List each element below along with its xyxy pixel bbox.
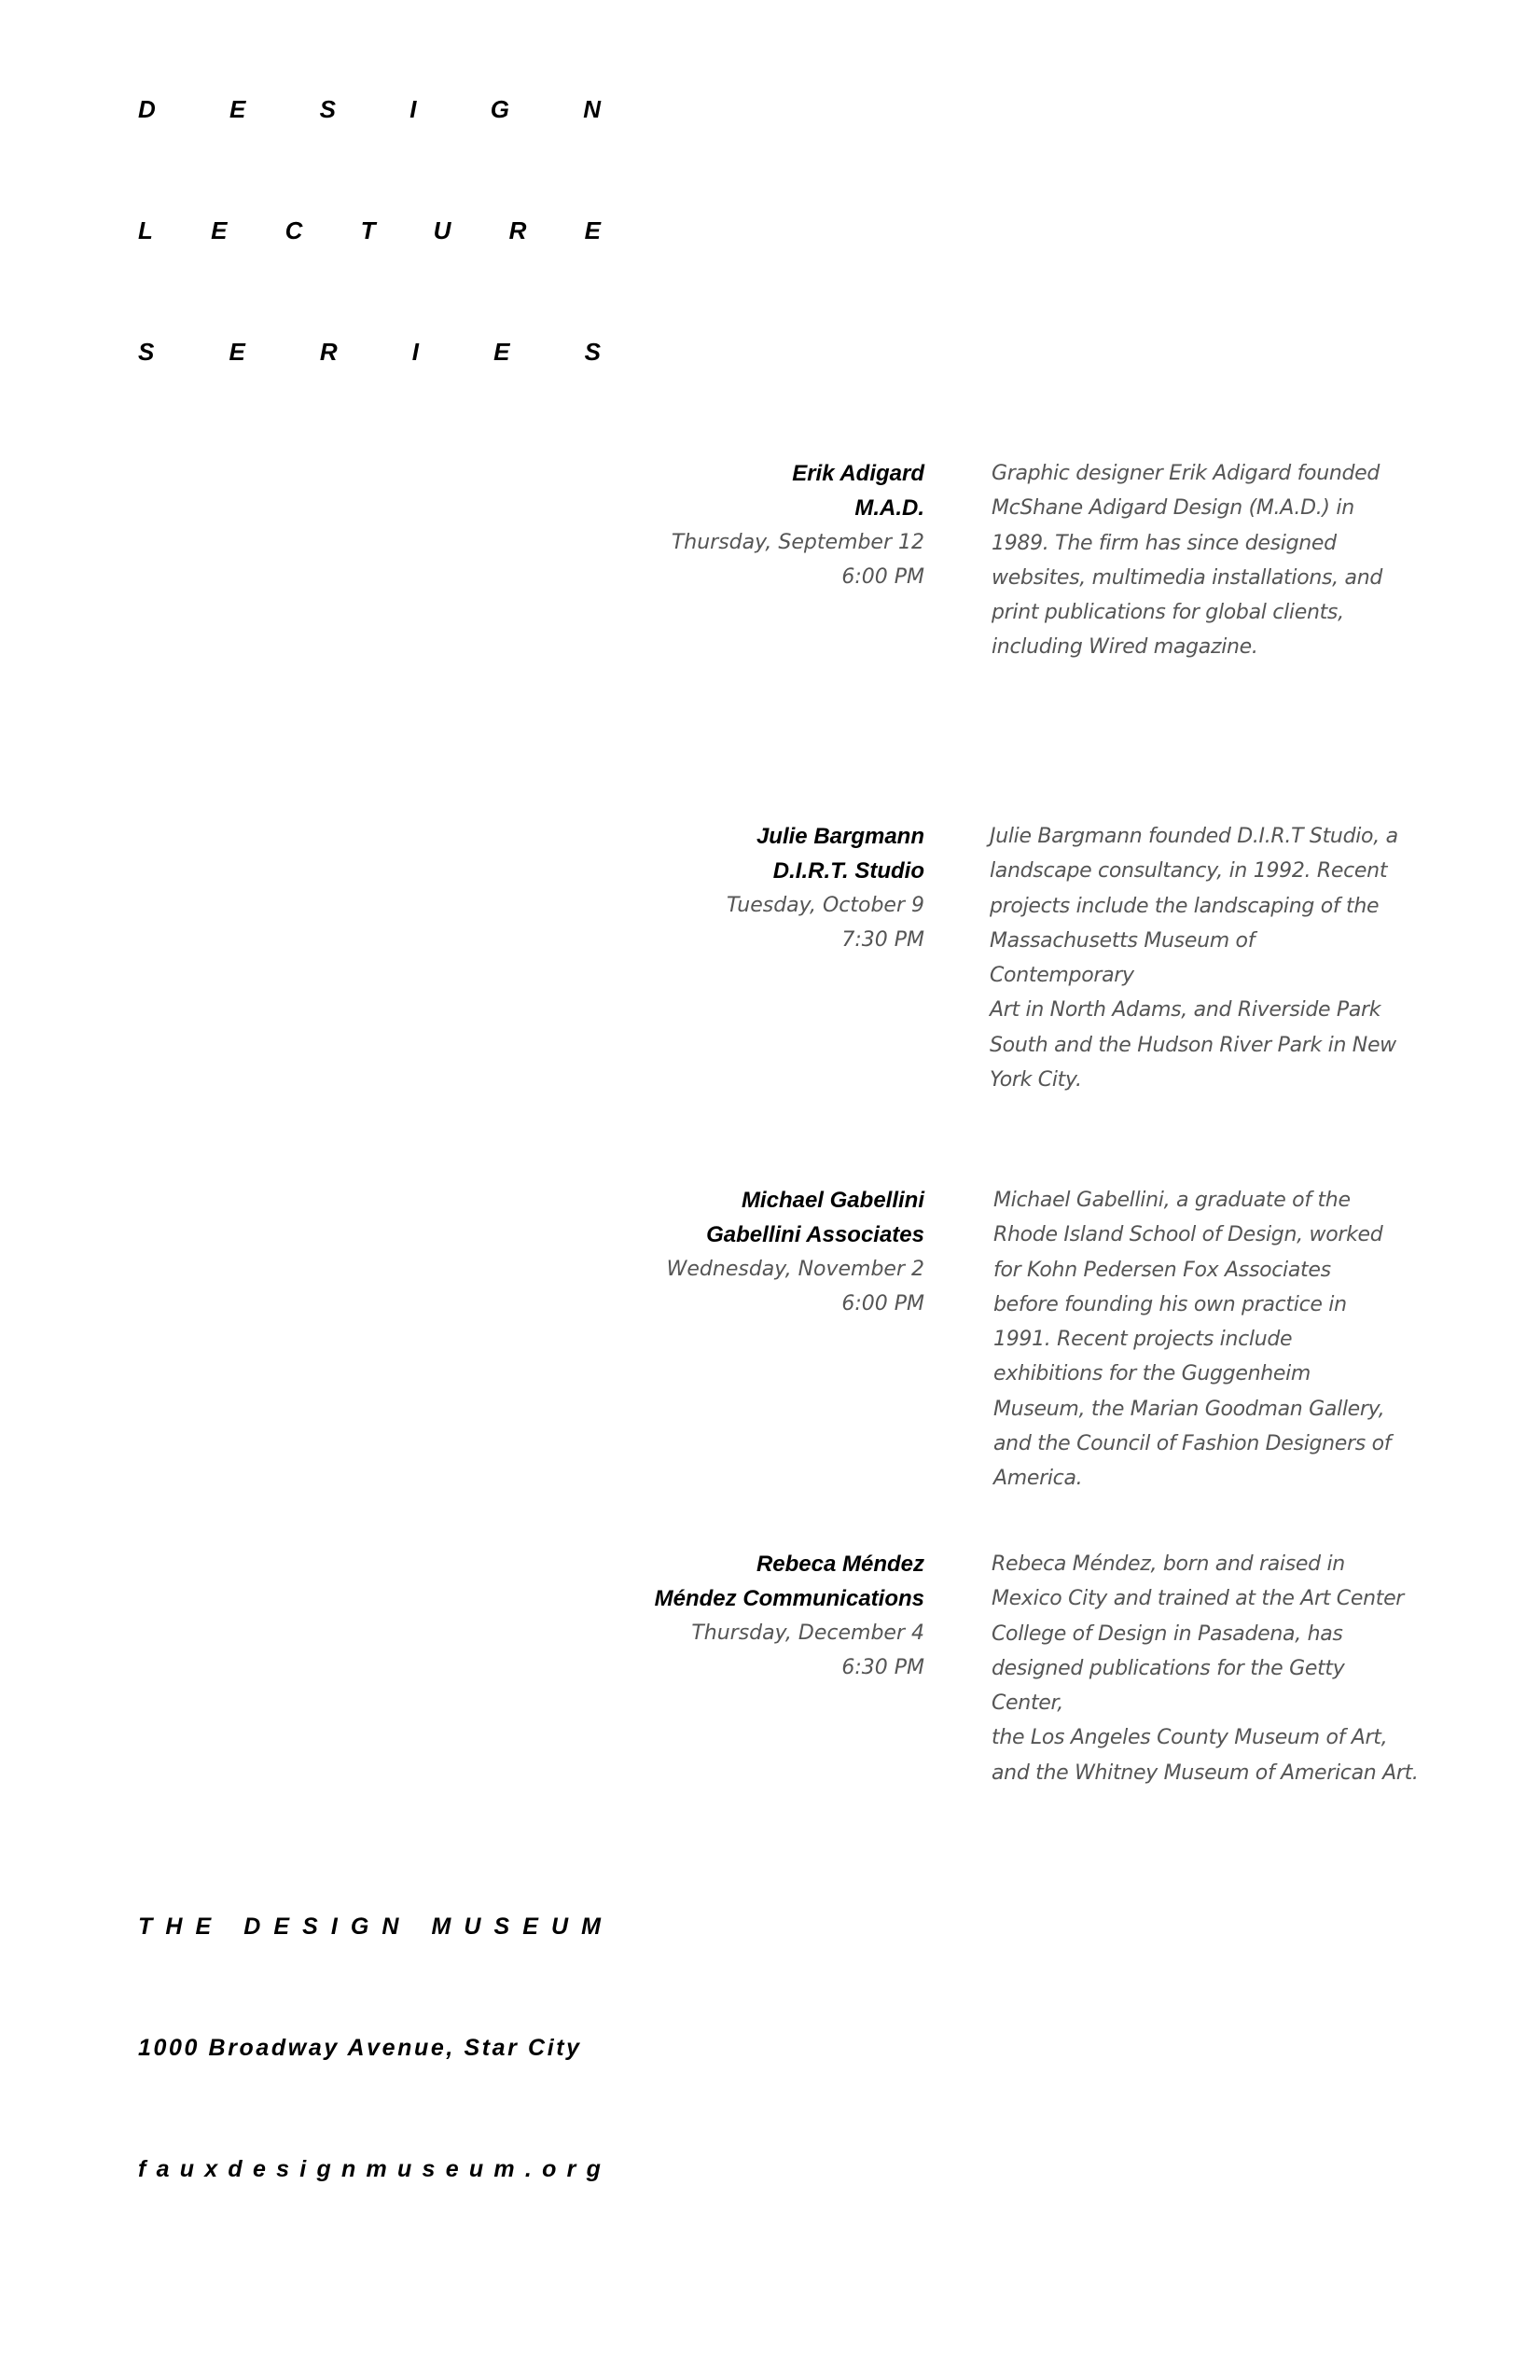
description-line: College of Design in Pasadena, has xyxy=(992,1621,1343,1646)
website-letter: d xyxy=(228,2156,243,2182)
museum-website xyxy=(138,2155,601,2183)
website-letter: s xyxy=(422,2156,436,2182)
lecture-date: Thursday, September 12 xyxy=(671,531,924,554)
title-letter: U xyxy=(433,216,451,244)
title-letter: C xyxy=(284,216,303,244)
museum-letter: E xyxy=(195,1914,212,1940)
title-letter: I xyxy=(411,338,420,366)
website-letter: u xyxy=(468,2156,484,2182)
website-letter: x xyxy=(204,2156,218,2182)
speaker-name: Michael Gabellini xyxy=(741,1188,924,1213)
description-line: America. xyxy=(993,1467,1083,1491)
museum-letter: U xyxy=(551,1914,569,1940)
museum-letter: N xyxy=(382,1914,399,1940)
description-line: for Kohn Pedersen Fox Associates xyxy=(993,1258,1331,1282)
description-line: 1991. Recent projects include xyxy=(993,1328,1293,1352)
firm-name: M.A.D. xyxy=(854,495,924,521)
lecture-time: 6:30 PM xyxy=(841,1656,924,1679)
museum-name xyxy=(138,1913,601,1941)
title-letter: S xyxy=(138,338,155,366)
lecture-description xyxy=(992,456,1402,665)
museum-letter: I xyxy=(330,1914,338,1940)
description-line: McShane Adigard Design (M.A.D.) in xyxy=(992,496,1354,521)
website-letter: r xyxy=(566,2156,576,2182)
website-letter: g xyxy=(586,2156,601,2182)
description-line: Museum, the Marian Goodman Gallery, xyxy=(993,1397,1385,1421)
museum-letter: T xyxy=(138,1914,153,1940)
description-line: projects include the landscaping of the xyxy=(990,894,1380,918)
lecture-info xyxy=(551,1547,924,1685)
title-line-lecture xyxy=(138,216,601,244)
title-letter: T xyxy=(360,216,376,244)
description-line: before founding his own practice in xyxy=(993,1292,1347,1316)
title-letter: E xyxy=(584,216,601,244)
website-letter: i xyxy=(299,2156,307,2182)
lecture-time: 7:30 PM xyxy=(841,928,924,952)
museum-letter: M xyxy=(581,1914,601,1940)
lecture-info xyxy=(551,456,924,594)
website-letter: g xyxy=(316,2156,331,2182)
speaker-name: Erik Adigard xyxy=(792,461,924,486)
museum-address: 1000 Broadway Avenue, Star City xyxy=(138,2035,582,2061)
description-line: South and the Hudson River Park in New xyxy=(990,1033,1396,1057)
lecture-description xyxy=(992,1547,1421,1790)
lecture-description xyxy=(993,1183,1404,1496)
website-letter: a xyxy=(156,2156,170,2182)
title-letter: D xyxy=(138,95,156,123)
museum-letter xyxy=(224,1913,230,1941)
description-line: Rhode Island School of Design, worked xyxy=(993,1223,1383,1247)
description-line: Michael Gabellini, a graduate of the xyxy=(993,1189,1351,1212)
website-letter: f xyxy=(138,2156,146,2182)
website-letter: . xyxy=(524,2156,532,2182)
description-line: websites, multimedia installations, and xyxy=(992,565,1383,590)
website-letter: m xyxy=(366,2156,387,2182)
museum-letter: S xyxy=(493,1914,510,1940)
lecture-time: 6:00 PM xyxy=(841,1292,924,1315)
description-line: Art in North Adams, and Riverside Park xyxy=(990,998,1381,1023)
lecture-date: Thursday, December 4 xyxy=(691,1621,924,1645)
title-letter: L xyxy=(138,216,153,244)
description-line: landscape consultancy, in 1992. Recent xyxy=(990,859,1388,884)
museum-letter: U xyxy=(464,1914,481,1940)
website-letter: u xyxy=(179,2156,195,2182)
description-line: and the Whitney Museum of American Art. xyxy=(992,1761,1419,1785)
title-letter: S xyxy=(319,95,336,123)
description-line: Graphic designer Erik Adigard founded xyxy=(992,462,1380,485)
title-letter: E xyxy=(211,216,228,244)
lecture-time: 6:00 PM xyxy=(841,565,924,589)
museum-letter: H xyxy=(165,1914,183,1940)
description-line: York City. xyxy=(990,1068,1082,1093)
description-line: print publications for global clients, xyxy=(992,601,1344,625)
title-line-series xyxy=(138,338,601,366)
website-letter: s xyxy=(276,2156,290,2182)
description-line: exhibitions for the Guggenheim xyxy=(993,1362,1311,1386)
lecture-date: Wednesday, November 2 xyxy=(666,1258,924,1281)
website-letter: e xyxy=(252,2156,266,2182)
website-letter: m xyxy=(493,2156,515,2182)
lecture-date: Tuesday, October 9 xyxy=(727,894,924,917)
description-line: including Wired magazine. xyxy=(992,635,1258,660)
speaker-name: Rebeca Méndez xyxy=(756,1552,924,1577)
description-line: Massachusetts Museum of Contemporary xyxy=(990,928,1256,988)
description-line: Rebeca Méndez, born and raised in xyxy=(992,1552,1345,1576)
website-letter: n xyxy=(341,2156,356,2182)
title-letter: S xyxy=(584,338,601,366)
title-letter: G xyxy=(490,95,509,123)
museum-letter: M xyxy=(431,1914,451,1940)
website-letter: u xyxy=(397,2156,412,2182)
title-letter: R xyxy=(508,216,527,244)
title-letter: I xyxy=(409,95,417,123)
lecture-info xyxy=(551,819,924,957)
museum-letter: S xyxy=(302,1914,318,1940)
museum-letter: D xyxy=(243,1914,261,1940)
lecture-info xyxy=(551,1183,924,1321)
website-letter: e xyxy=(445,2156,459,2182)
description-line: 1989. The firm has since designed xyxy=(992,531,1337,555)
museum-letter: E xyxy=(522,1914,538,1940)
firm-name: Méndez Communications xyxy=(654,1586,924,1611)
title-letter: E xyxy=(229,95,246,123)
description-line: Julie Bargmann founded D.I.R.T Studio, a xyxy=(990,825,1398,848)
website-letter: o xyxy=(542,2156,557,2182)
firm-name: Gabellini Associates xyxy=(706,1222,924,1247)
firm-name: D.I.R.T. Studio xyxy=(772,858,924,884)
museum-letter: E xyxy=(273,1914,290,1940)
description-line: and the Council of Fashion Designers of xyxy=(993,1432,1392,1456)
museum-letter xyxy=(412,1913,419,1941)
title-letter: N xyxy=(583,95,601,123)
title-line-design xyxy=(138,95,601,123)
museum-letter: G xyxy=(350,1914,369,1940)
description-line: designed publications for the Getty Center, xyxy=(992,1656,1345,1716)
speaker-name: Julie Bargmann xyxy=(756,824,924,849)
title-letter: R xyxy=(319,338,338,366)
description-line: the Los Angeles County Museum of Art, xyxy=(992,1726,1388,1750)
lecture-description xyxy=(990,819,1400,1097)
title-letter: E xyxy=(493,338,510,366)
description-line: Mexico City and trained at the Art Center xyxy=(992,1587,1405,1611)
title-letter: E xyxy=(229,338,245,366)
